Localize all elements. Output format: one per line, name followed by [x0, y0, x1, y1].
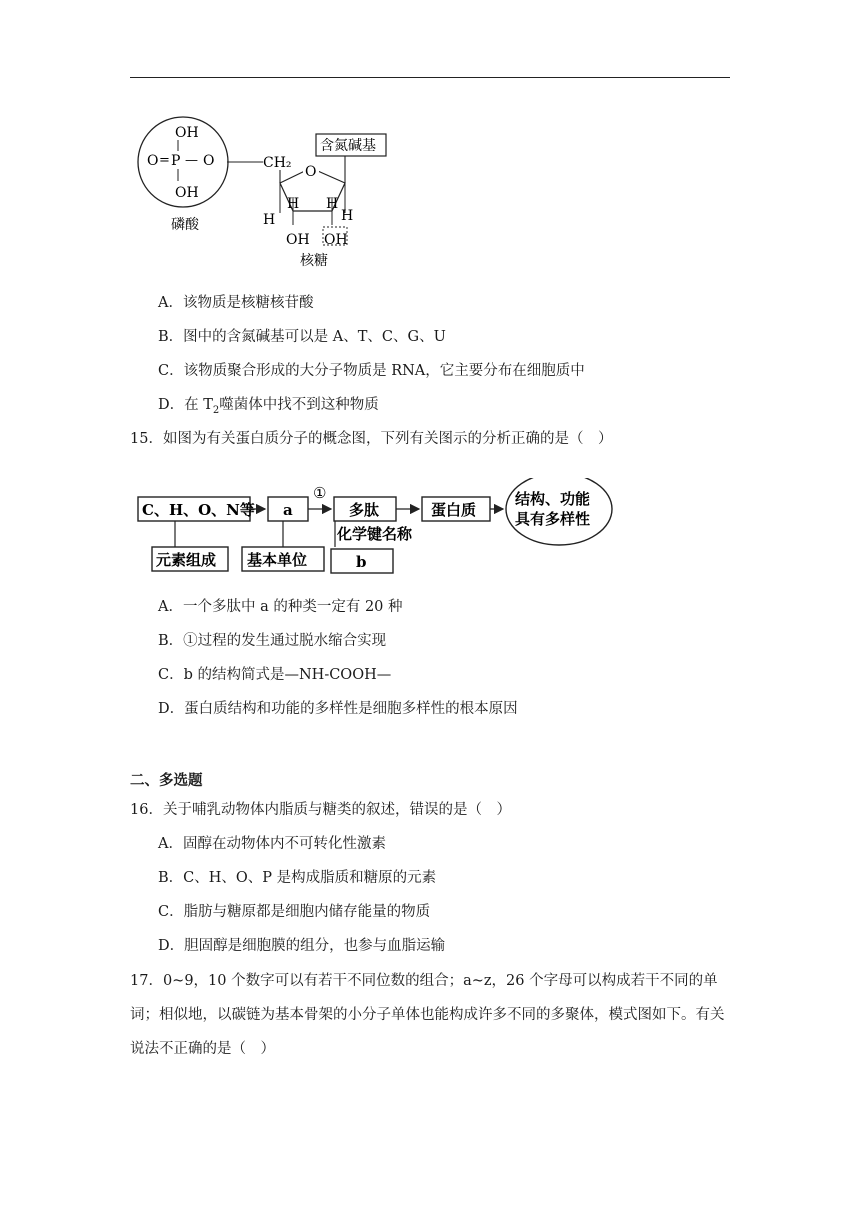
- q15-option-b: B．①过程的发生通过脱水缩合实现: [158, 633, 387, 649]
- nucleotide-structure-figure: [135, 115, 395, 275]
- basic-unit-box: 基本单位: [247, 551, 308, 569]
- element-composition-box: 元素组成: [156, 551, 217, 569]
- oh-c3: OH: [286, 232, 310, 248]
- q14-option-d-subscript: 2: [212, 404, 220, 416]
- diversity-line-1: 结构、功能: [515, 490, 591, 508]
- diversity-line-2: 具有多样性: [515, 510, 591, 528]
- q16-option-a: A．固醇在动物体内不可转化性激素: [158, 836, 386, 852]
- q14-option-d-prefix: D．在 T: [158, 397, 213, 413]
- oh-c2: OH: [324, 232, 348, 248]
- q15-option-a: A．一个多肽中 a 的种类一定有 20 种: [158, 599, 403, 615]
- q14-option-d-suffix: 噬菌体中找不到这种物质: [219, 397, 379, 413]
- q16-option-d: D．胆固醇是细胞膜的组分，也参与血脂运输: [158, 938, 446, 954]
- q14-option-d: [158, 395, 379, 421]
- header-rule: [130, 77, 730, 78]
- q14-option-b: B．图中的含氮碱基可以是 A、T、C、G、U: [158, 329, 446, 345]
- h-right: H: [341, 208, 354, 224]
- protein-box: 蛋白质: [431, 501, 477, 519]
- phosphate-oh-top: OH: [175, 125, 199, 141]
- step-1-label: ①: [313, 484, 327, 502]
- phosphate-o-left: O: [147, 153, 159, 169]
- a-box: a: [283, 501, 293, 519]
- b-box: b: [356, 553, 367, 571]
- q15-stem: 15．如图为有关蛋白质分子的概念图，下列有关图示的分析正确的是（ ）: [130, 431, 613, 447]
- h-left: H: [263, 212, 276, 228]
- svg-text:—: —: [185, 153, 198, 168]
- q16-stem: 16．关于哺乳动物体内脂质与糖类的叙述，错误的是（ ）: [130, 802, 511, 818]
- phosphate-label: 磷酸: [171, 217, 199, 233]
- phosphate-o-right: O: [203, 153, 215, 169]
- q17-stem: 17．0~9，10 个数字可以有若干不同位数的组合；a~z，26 个字母可以构成若干不同的单词；相似地，以碳链为基本骨架的小分子单体也能构成许多不同的多聚体，模式图如下。有关说法不正确的是（ ）: [130, 973, 725, 1057]
- nitrogenous-base-label: 含氮碱基: [320, 138, 376, 154]
- ch2-label: CH₂: [263, 155, 292, 171]
- phosphate-oh-bottom: OH: [175, 185, 199, 201]
- svg-text:=: =: [159, 153, 170, 168]
- protein-concept-map: [135, 478, 625, 578]
- h-c3: H: [287, 196, 300, 212]
- ring-oxygen: O: [305, 164, 317, 180]
- q15-option-d: D．蛋白质结构和功能的多样性是细胞多样性的根本原因: [158, 701, 518, 717]
- h-c2: H: [326, 196, 339, 212]
- polypeptide-box: 多肽: [349, 501, 380, 519]
- bond-name-label: 化学键名称: [337, 525, 413, 543]
- phosphate-p: P: [171, 153, 181, 169]
- q16-option-b: B．C、H、O、P 是构成脂质和糖原的元素: [158, 870, 437, 886]
- ribose-label: 核糖: [300, 253, 328, 269]
- q16-option-c: C．脂肪与糖原都是细胞内储存能量的物质: [158, 904, 431, 920]
- section-heading: 二、多选题: [130, 772, 203, 789]
- elements-box: C、H、O、N等: [142, 501, 255, 519]
- q14-option-a: A．该物质是核糖核苷酸: [158, 295, 314, 311]
- q14-option-c: C．该物质聚合形成的大分子物质是 RNA，它主要分布在细胞质中: [158, 363, 585, 379]
- q15-option-c: C．b 的结构简式是—NH-COOH—: [158, 667, 392, 683]
